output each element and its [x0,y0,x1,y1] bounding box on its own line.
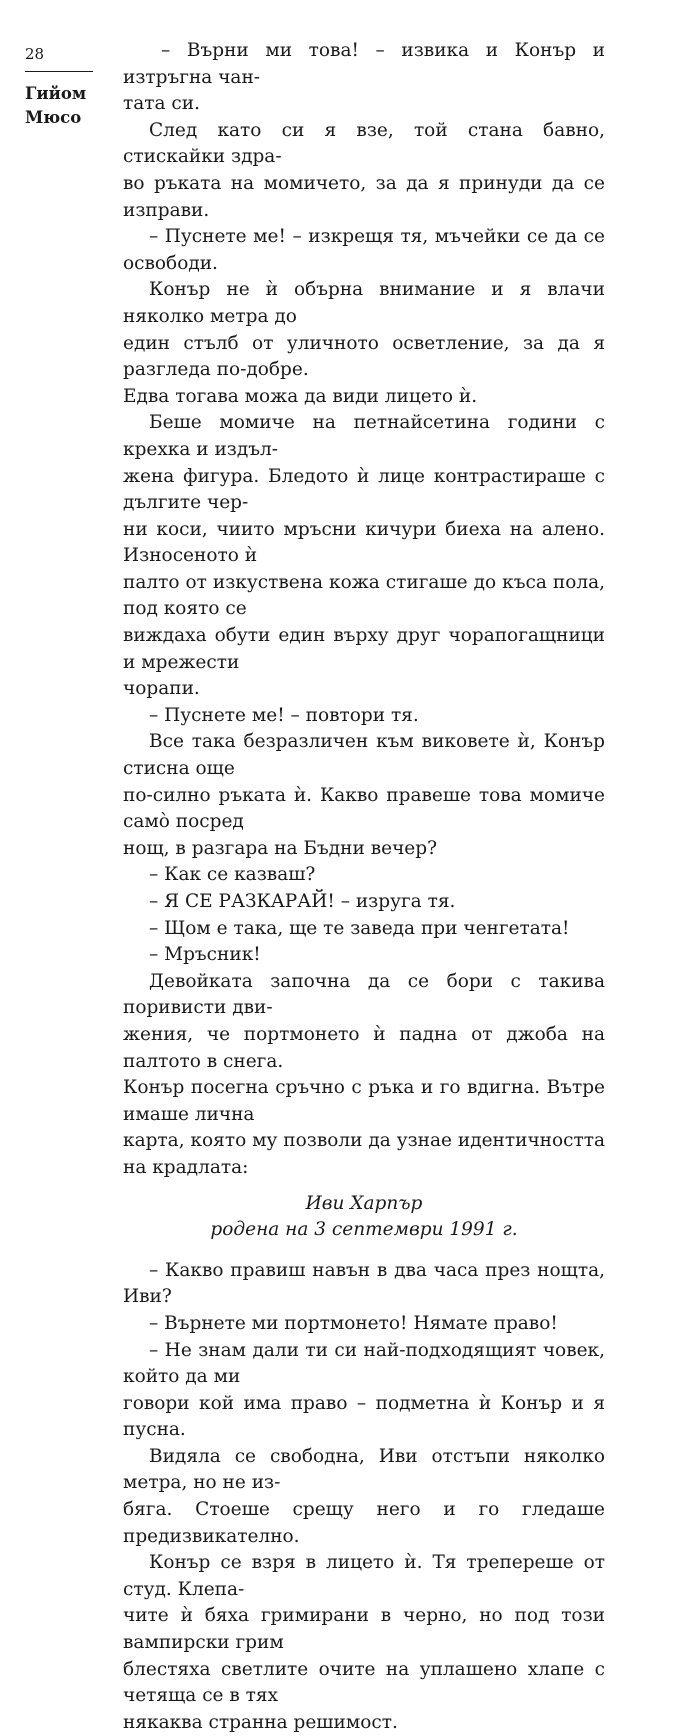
paragraph: Все така безразличен към виковете ѝ, Конър стисна още по-силно ръката ѝ. Какво правеше това момиче само̀ посред нощ, в разгара на Бъдни вечер? [123,731,605,859]
paragraph: След като си я взе, той стана бавно, стискайки здра- во ръката на момичето, за да я принуди да се изправи. [123,119,605,221]
paragraph: Беше момиче на петнайсетина години с крехка и издъл- жена фигура. Бледото ѝ лице контрастираше с дългите чер- ни коси, чиито мръсни кичури биеха на алено. Износеното ѝ палто от изкуствена кожа стигаше до къса пола, под която се виждаха обути един върху друг чорапогащници и мрежести чорапи. [123,412,605,700]
header-rule [25,71,93,72]
body-text [123,38,605,1736]
running-head-author: Гийом Мюсо [25,84,87,127]
paragraph: – Как се казваш? [149,864,316,886]
paragraph: Конър се взря в лицето ѝ. Тя трепереше от студ. Клепа- чите ѝ бяха гримирани в черно, но под този вампирски грим блестяха светлите очите на уплашено хлапе с четяща се в тях някаква странна решимост. [123,1552,605,1733]
paragraph: – Не знам дали ти си най-подходящият човек, който да ми говори кой има право – подметна ѝ Конър и я пусна. [123,1339,605,1441]
page-number: 28 [25,45,45,63]
paragraph: – Върни ми това! – извика и Конър и изтръгна чан- тата си. [123,40,605,115]
paragraph: – Я СЕ РАЗКАРАЙ! – изруга тя. [149,891,456,912]
paragraph: – Какво правиш навън в два часа през нощта, Иви? [123,1259,605,1308]
paragraph: Видяла се свободна, Иви отстъпи няколко метра, но не из- бяга. Стоеше срещу него и го гледаше предизвикателно. [123,1445,605,1547]
paragraph: – Пуснете ме! – повтори тя. [149,704,419,726]
paragraph: Конър не ѝ обърна внимание и я влачи няколко метра до един стълб от уличното осветление, за да я разгледа по-добре. Едва тогава можа да види лицето ѝ. [123,279,605,407]
paragraph: – Пуснете ме! – изкрещя тя, мъчейки се да се освободи. [123,226,605,274]
id-card-text: Иви Харпър родена на 3 септември 1991 г. [210,1192,518,1241]
paragraph: Девойката започна да се бори с такива поривисти дви- жения, че портмонето ѝ падна от джоба на палтото в снега. Конър посегна сръчно с ръка и го вдигна. Вътре имаше лична карта, която му позволи да узнае идентичността на крадлата: [123,970,605,1178]
paragraph: – Мръсник! [149,944,261,966]
paragraph: – Върнете ми портмонето! Нямате право! [149,1312,558,1334]
paragraph: – Щом е така, ще те заведа при ченгетата! [149,917,570,939]
